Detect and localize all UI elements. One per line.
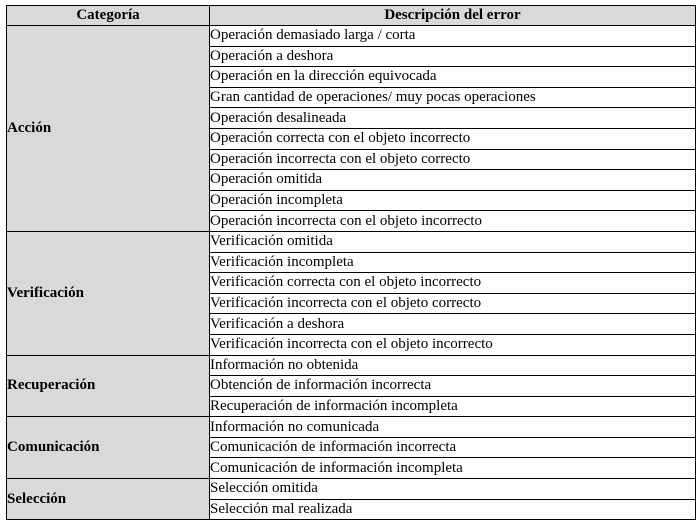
error-classification-table [6, 5, 696, 520]
error-description-cell: Operación en la dirección equivocada [210, 67, 696, 88]
category-cell: Comunicación [7, 417, 210, 479]
error-description-cell: Verificación correcta con el objeto incorrecto [210, 273, 696, 294]
error-description-cell: Comunicación de información incorrecta [210, 437, 696, 458]
error-description-cell: Obtención de información incorrecta [210, 376, 696, 397]
table-row [7, 479, 696, 500]
error-description-cell: Verificación omitida [210, 231, 696, 252]
error-description-cell: Información no obtenida [210, 355, 696, 376]
error-description-cell: Verificación incorrecta con el objeto incorrecto [210, 334, 696, 355]
error-description-cell: Operación desalineada [210, 108, 696, 129]
error-description-cell: Verificación incorrecta con el objeto correcto [210, 293, 696, 314]
table-body [7, 26, 696, 520]
error-description-cell: Selección omitida [210, 479, 696, 500]
error-description-cell: Verificación a deshora [210, 314, 696, 335]
error-description-cell: Operación incorrecta con el objeto correcto [210, 149, 696, 170]
category-cell: Selección [7, 479, 210, 520]
table-row [7, 355, 696, 376]
error-description-cell: Comunicación de información incompleta [210, 458, 696, 479]
error-description-cell: Recuperación de información incompleta [210, 396, 696, 417]
category-cell: Acción [7, 26, 210, 232]
error-description-cell: Selección mal realizada [210, 499, 696, 520]
table-row [7, 417, 696, 438]
error-description-cell: Operación a deshora [210, 46, 696, 67]
error-description-cell: Operación incorrecta con el objeto incorrecto [210, 211, 696, 232]
error-description-cell: Información no comunicada [210, 417, 696, 438]
category-cell: Recuperación [7, 355, 210, 417]
category-cell: Verificación [7, 231, 210, 355]
error-description-cell: Operación demasiado larga / corta [210, 26, 696, 47]
error-description-cell: Operación incompleta [210, 190, 696, 211]
table-header-row [7, 6, 696, 26]
header-category: Categoría [7, 6, 210, 26]
error-description-cell: Operación correcta con el objeto incorrecto [210, 128, 696, 149]
error-description-cell: Gran cantidad de operaciones/ muy pocas operaciones [210, 87, 696, 108]
error-description-cell: Operación omitida [210, 170, 696, 191]
table-row [7, 26, 696, 47]
table-row [7, 231, 696, 252]
error-description-cell: Verificación incompleta [210, 252, 696, 273]
header-description: Descripción del error [210, 6, 696, 26]
